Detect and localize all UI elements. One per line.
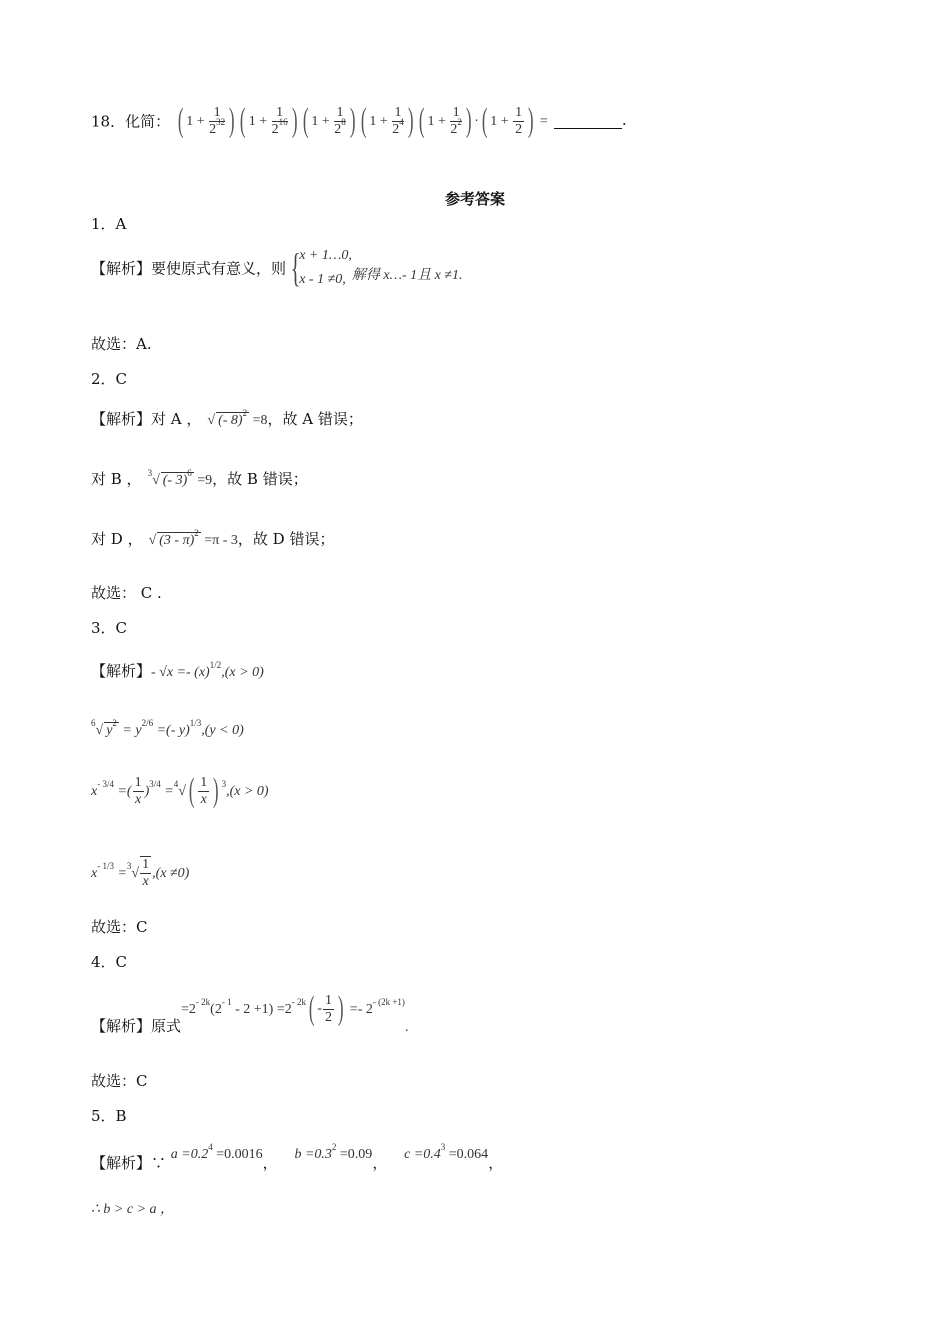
answer-2-line-d: 对 D ， √ (3 - π)$^2$ =π - 3，故 D 错误； [91,528,335,548]
q18-fraction [450,105,462,138]
q18-period: . [621,111,627,129]
a2-l2-index: 3 [147,468,153,478]
answer-3-line-2: $^6$√ $y^2 = y^{2/6}$ =(- y)$^{1/3}$,(y < 0) [91,718,244,738]
right-paren-icon: ) [465,102,472,139]
q18-factor [237,102,300,139]
q18-base: 2 [271,121,279,137]
a3-l2-tail: ,(y < 0) [201,723,244,738]
q18-one: 1 + [248,114,271,129]
a3-l2-radicand [104,718,119,739]
answer-2-line-a: 【解析】对 A ， √ (- 8)$^2$ =8，故 A 错误； [91,408,363,428]
a1-system [299,244,352,292]
a1-row2: x - 1 ≠0, [299,272,346,287]
answer-4-label: 4．C [91,953,128,971]
a3-l1-exp: 1/2 [209,660,222,670]
answer-1-label: 1．A [91,215,127,233]
question-18 [91,104,627,138]
a4-exp3: - 2k [291,997,306,1007]
a4-lead: 【解析】原式 [91,1017,182,1035]
a3-l2-base: y [106,723,113,738]
q18-factor [300,102,358,139]
a4-frac-num: 1 [324,992,332,1008]
q18-base: 2 [515,121,523,137]
a3-l4-base: x [91,866,98,881]
a3-l2-mid-exp: 2/6 [141,718,154,728]
q18-one: 1 + [427,114,450,129]
right-paren-icon: ) [291,102,298,139]
a5-b-expr: b =0.3 [294,1147,332,1162]
a4-exp1: - 2k [195,997,211,1007]
a3-l3-den: x [134,791,142,807]
q18-fraction [209,105,225,138]
q18-base: 2 [392,121,400,137]
a5-b-val: =0.09 [336,1147,373,1162]
q18-numerator: 1 [450,105,462,122]
q18-factor [416,102,474,139]
a3-l4-exp: - 1/3 [97,861,114,871]
a2-l2-post: ，故 B 错误； [212,470,308,488]
q18-factor [479,102,537,139]
q18-denominator [334,116,346,138]
a2-l3-exp: 2 [194,528,199,538]
q18-base: 2 [209,121,217,137]
a3-l3-exp: - 3/4 [97,779,114,789]
a3-l2-eq: =(- y) [153,723,190,738]
a3-l4-eq: = [113,866,127,881]
q18-dot: · [474,114,479,129]
a3-l4-den: x [142,874,149,889]
right-paren-icon: ) [527,102,534,139]
a3-l1-expr: - √x =- (x) [151,665,210,680]
q18-fraction [272,105,288,138]
page-title: 参考答案 [444,190,505,208]
q18-one: 1 + [311,114,334,129]
a5-a-expr: a =0.2 [170,1147,209,1162]
a2-l1-eq: =8 [249,413,268,428]
a2-l1-radicand [216,408,249,429]
answer-3-line-4: $x^{- 1/3} =^3√$ $\frac{1}{x}$ ,(x ≠0) [91,857,190,889]
a2-l1-pre: 【解析】对 A ， [91,410,202,428]
q18-factor [358,102,416,139]
q18-numerator: 1 [272,105,288,122]
a3-l3-inner-exp: 3 [221,779,227,789]
left-paren-icon: ( [418,102,425,139]
a3-l4-num: 1 [142,857,150,872]
q18-exponent: 2 [457,116,462,127]
a1-row1: x + 1…0, [299,248,352,263]
q18-numerator: 1 [334,105,346,122]
a2-l3-post: ，故 D 错误； [237,530,335,548]
q18-one: 1 + [490,114,513,129]
a3-l2-mid: = y [118,723,142,738]
brace-icon: { [290,245,301,290]
a2-l2-expr: (- 3) [162,473,188,488]
q18-fraction [513,105,524,138]
q18-numerator: 1 [209,105,225,122]
right-paren-icon: ) [228,102,235,139]
a3-l3-frac [133,775,144,808]
answer-3-conclusion: 故选：C [91,918,148,936]
a4-expr4: =- 2 [346,1002,373,1017]
a3-l3-num2: 1 [200,774,208,790]
a3-l4-frac [140,856,151,890]
a3-l3-eq: =( [113,784,132,799]
left-paren-icon: ( [360,102,367,139]
q18-numerator: 1 [392,105,404,122]
answer-2-line-b: 对 B ， $^3$√ (- 3)$^6$ =9，故 B 错误； [91,468,308,488]
a3-l4-tail: ,(x ≠0) [152,866,190,881]
q18-numerator: 1 [515,104,523,120]
answer-2-label: 2．C [91,370,128,388]
q18-equals: = [536,114,548,129]
left-paren-icon: ( [302,102,309,139]
q18-denominator [209,116,226,138]
q18-denominator [392,116,404,138]
q18-base: 2 [450,121,458,137]
a5-sep3: ， [488,1154,504,1172]
q18-fraction [392,105,404,138]
right-paren-icon: ) [349,102,356,139]
q18-exponent: 16 [278,116,288,127]
a4-neg: - [317,1001,322,1016]
answer-4-explanation: 【解析】原式$=2^{- 2k}(2^{- 1} - 2 +1) =2^{- 2k}$( - $\frac{1}{2}$ ) =- $2^{- (2k +1)}$. [91,990,409,1035]
q18-one: 1 + [186,114,209,129]
q18-factor [175,102,238,139]
answer-3-line-3: $x^{- 3/4}$ =( $\frac{1}{x}$ )$^{3/4}$ =$^4$√( $\frac{1}{x}$ ) $^3$,(x > 0) [91,772,269,809]
q18-denominator [513,122,524,138]
a2-l2-pre: 对 B ， [91,470,142,488]
q18-exponent: 8 [341,116,346,127]
q18-exponent: 32 [216,116,226,127]
answer-3-line-1 [91,660,264,681]
q18-denominator [271,116,288,138]
a2-l1-exp: 2 [242,408,248,418]
a2-l2-eq: =9 [193,473,213,488]
a1-tail: 解得 x…- 1且 x ≠1. [351,268,463,283]
a5-c-expr: c =0.4 [404,1147,441,1162]
a3-l1-pre: 【解析】 [91,662,152,680]
a4-exp2: - 1 [221,997,232,1007]
a4-frac-den: 2 [324,1009,332,1025]
a3-l3-exp2: 3/4 [149,779,161,789]
a5-a-val: =0.0016 [212,1147,263,1162]
a4-exp4: - (2k +1) [372,997,405,1007]
left-paren-icon: ( [177,102,184,139]
left-paren-icon: ( [240,102,246,139]
a2-l3-pre: 对 D ， [91,530,143,548]
a3-l4-index: 3 [126,861,132,871]
a3-l3-close: ) [144,784,150,799]
a2-l2-radicand [161,468,194,489]
q18-expression [175,102,627,139]
a3-l3-num: 1 [134,774,142,790]
a5-a-exp: 4 [208,1142,213,1152]
answer-4-conclusion: 故选：C [91,1072,148,1090]
a2-l2-exp: 6 [187,468,192,478]
answer-blank [554,114,622,129]
a3-l3-base: x [91,784,98,799]
a2-l3-eq: =π - 3 [200,533,238,548]
answer-5-conclusion: ∴ b > c > a ， [91,1202,175,1217]
a3-l3-frac2 [198,775,209,808]
a4-period: . [404,1020,409,1035]
answer-1-conclusion: 故选：A. [91,335,152,353]
a5-b-exp: 2 [331,1142,337,1152]
a2-l1-post: ，故 A 错误； [267,410,363,428]
q18-denominator [450,116,462,138]
a3-l2-index: 6 [91,718,96,728]
a5-c-val: =0.064 [445,1147,489,1162]
q18-base: 2 [334,121,342,137]
q18-fraction [334,105,346,138]
a2-l3-radicand [157,528,201,549]
left-paren-icon: ( [481,102,488,139]
q18-prefix: 18．化简： [91,112,171,131]
answer-2-conclusion: 故选： C . [91,584,162,602]
a2-l3-expr: (3 - π) [159,533,195,548]
q18-one: 1 + [369,114,392,129]
q18-exponent: 4 [399,116,404,127]
answer-1-explanation [91,244,463,292]
a5-c-exp: 3 [440,1142,446,1152]
a3-l3-eq2: = [160,784,174,799]
a2-l1-expr: (- 8) [218,413,243,428]
a3-l2-eq-exp: 1/3 [189,718,202,728]
a5-sep2: ， [372,1154,388,1172]
a3-l2-exp: 2 [112,718,117,728]
a4-frac [323,993,334,1026]
a5-sep1: ， [262,1154,278,1172]
a3-l3-index: 4 [173,779,179,789]
answer-5-label: 5．B [91,1107,127,1125]
a3-l1-tail: ,(x > 0) [221,665,264,680]
a5-lead: 【解析】∵ [91,1154,167,1172]
right-paren-icon: ) [407,102,414,139]
answer-5-explanation [91,1142,504,1172]
a4-expr3: - 2 +1) =2 [231,1002,292,1017]
a4-expr1: =2 [181,1002,196,1017]
a3-l3-den2: x [200,791,207,807]
a3-l3-tail: ,(x > 0) [226,784,269,799]
a1-lead: 【解析】要使原式有意义，则 [91,259,287,278]
answer-3-label: 3．C [91,619,128,637]
a4-expr2: (2 [210,1002,222,1017]
